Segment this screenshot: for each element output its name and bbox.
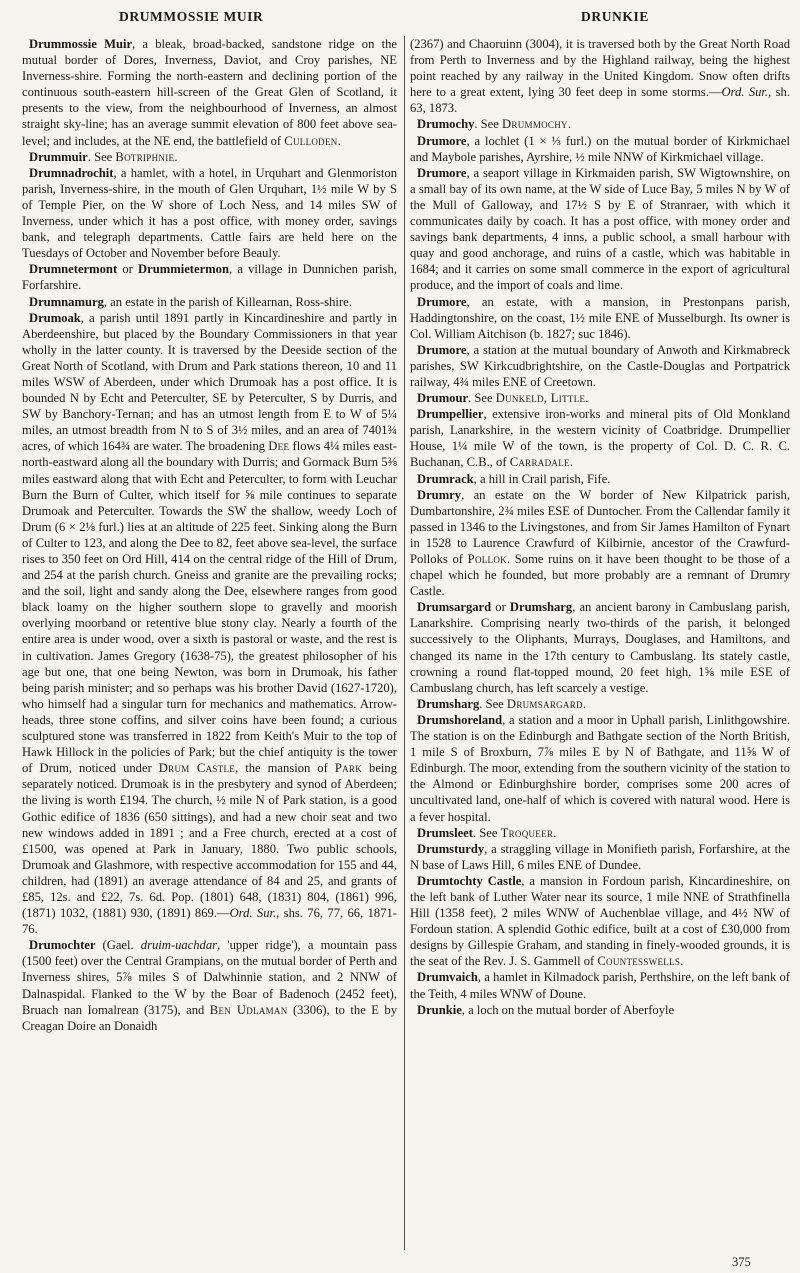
- gazetteer-entry: [410, 294, 790, 342]
- entry-text: .: [585, 391, 589, 406]
- gazetteer-entry: [410, 487, 790, 600]
- cross-reference: Botriphnie: [115, 149, 175, 164]
- entry-text: or: [491, 600, 510, 615]
- gazetteer-entry: [410, 696, 790, 712]
- gazetteer-entry: [410, 599, 790, 696]
- entry-headword-alt: Drummietermon: [138, 262, 229, 277]
- gazetteer-entry: [410, 1002, 790, 1018]
- entry-text: , a loch on the mutual border of Aberfoyle: [461, 1002, 675, 1017]
- gazetteer-entry: [410, 471, 790, 487]
- entry-text: being separately noticed. Drumoak is in the presbytery and synod of Aberdeen; the living is worth £194. The church, ½ mile N of Park station, is a good Gothic edifice of 1836 (650 sittings), and had a new choir seat and two new windows added in 1891 ; and a Free church, erected at a cost of £1500, was opened at Park in January, 1880. Two public schools, Drumoak and Glashmore, with respective accommodation for 155 and 44, children, had (1891) an average attendance of 84 and 25, and grants of £85, 12s. and £22, 7s. 6d. Pop. (1801) 648, (1831) 804, (1861) 996, (1871) 1032, (1881) 930, (1891) 869.—: [22, 761, 397, 921]
- gazetteer-entry: [410, 133, 790, 165]
- gazetteer-entry: [410, 873, 790, 970]
- gazetteer-entry: [22, 261, 397, 293]
- entry-text: , shs. 76, 77, 66, 1871-76.: [22, 906, 397, 937]
- entry-text: , a lochlet (1 × ⅓ furl.) on the mutual border of Kirkmichael and Maybole parishes, Ayrshire, ½ mile NNW of Kirkmichael village.: [410, 133, 790, 164]
- entry-text: . See: [472, 825, 501, 840]
- entry-text: .: [680, 954, 684, 969]
- running-header: [24, 9, 788, 31]
- entry-headword: Drummuir: [29, 149, 88, 164]
- entry-text: , a station at the mutual boundary of Anwoth and Kirkmabreck parishes, SW Kirkcudbrightshire, on the Castle-Douglas and Portpatrick railway, 4¾ miles ENE of Creetown.: [410, 342, 790, 389]
- entry-text: (Gael.: [95, 938, 141, 953]
- gazetteer-entry: [22, 36, 397, 149]
- gazetteer-entry: [22, 165, 397, 262]
- entry-text: .: [569, 455, 573, 470]
- entry-headword: Drumore: [417, 342, 467, 357]
- entry-text: , a bleak, broad-backed, sandstone ridge on the mutual border of Dores, Inverness, Daviot, and Croy parishes, NE Inverness-shire. Forming the north-eastern and declining portion of the continuous south-eastern hill-screen of the Great Glen of Scotland, it presents to the view, from the neighbourhood of Inverness, an almost straight sky-line; has an average summit elevation of 800 feet above sea-level; and includes, at the NE end, the battlefield of: [22, 37, 397, 148]
- gazetteer-entry: [22, 294, 397, 310]
- gazetteer-entry: [410, 712, 790, 825]
- entry-headword: Drumsargard: [417, 600, 492, 615]
- entry-text: , an estate, with a mansion, in Prestonpans parish, Haddingtonshire, on the coast, 1½ mile ENE of Musselburgh. Its owner is Col. William Aitchison (b. 1827; suc 1846).: [410, 294, 790, 341]
- cross-reference: Ben Udlaman: [209, 1002, 288, 1017]
- cross-reference: Carradale: [509, 455, 570, 470]
- entry-headword: Drumore: [417, 133, 467, 148]
- cross-reference: Drum Castle: [158, 761, 236, 776]
- entry-text: (3306), to the E by Creagan Doire an Donaidh: [22, 1002, 397, 1033]
- cross-reference: Pollok: [467, 552, 507, 566]
- entry-text: , extensive iron-works and mineral pits of Old Monkland parish, Lanarkshire, in the western vicinity of Coatbridge. Drumpellier House, 1¼ mile W of the town, is the property of Col. D. C. R. C. Buchanan, C.B., of: [410, 407, 790, 470]
- gazetteer-entry: [22, 310, 397, 938]
- entry-text: .: [174, 149, 178, 164]
- cross-reference: Countesswells: [597, 954, 681, 969]
- entry-headword: Drummossie Muir: [29, 37, 133, 51]
- cross-reference: Drummochy: [502, 117, 568, 132]
- entry-text: , a village in Dunnichen parish, Forfarshire.: [22, 262, 397, 293]
- entry-text: . See: [474, 117, 503, 132]
- entry-headword: Drumnamurg: [29, 294, 104, 309]
- entry-text: or: [117, 262, 139, 277]
- entry-headword: Drumore: [417, 165, 467, 180]
- entry-headword: Drumoak: [29, 310, 81, 325]
- entry-headword: Drumochy: [417, 117, 475, 132]
- cross-reference: Culloden: [284, 133, 338, 148]
- entry-headword-alt: Drumsharg: [509, 600, 573, 615]
- gazetteer-entry: [410, 841, 790, 873]
- gazetteer-entry: [410, 969, 790, 1001]
- header-right: DRUNKIE: [581, 9, 649, 24]
- italic-text: Ord. Sur.: [229, 906, 277, 921]
- cross-reference: Troqueer: [500, 825, 554, 840]
- entry-headword: Drumtochty Castle: [417, 873, 522, 888]
- entry-text: .: [567, 117, 571, 132]
- entry-text: , a hill in Crail parish, Fife.: [473, 471, 611, 486]
- entry-text: , a hamlet, with a hotel, in Urquhart and Glenmoriston parish, Inverness-shire, in the mouth of Glen Urquhart, 1½ mile W by S of Temple Pier, on the W shore of Loch Ness, and 14 miles SW of Inverness, under which it has a post office, with money order, savings bank, and telegraph departments. Cattle fairs are held here on the Tuesdays of October and November before Beauly.: [22, 165, 397, 261]
- entry-text: , a seaport village in Kirkmaiden parish, SW Wigtownshire, on a small bay of its own name, at the W side of Luce Bay, 5 miles N by W of the Mull of Galloway, and 17½ S by E of Stranraer, with which it communicates daily by coach. It has a post office, with money order and savings bank departments, 4 inns, a public school, a small harbour with quay and good anchorage, and ruins of a castle, which was habitable in 1684; and it carries on some small commerce in the export of agricultural produce, and the import of coals and lime.: [410, 165, 790, 293]
- entry-text: , a hamlet in Kilmadock parish, Perthshire, on the left bank of the Teith, 4 miles WNW of Doune.: [410, 970, 790, 1001]
- column-divider: [404, 36, 405, 1250]
- continued-text: (2367) and Chaoruinn (3004), it is traversed both by the Great North Road from Perth to Inverness and by the Highland railway, being the highest point reached by any railway in the United Kingdom. Snow often drifts here to a great extent, lying 30 feet deep in some storms.—: [410, 37, 790, 100]
- entry-text: flows 4¼ miles east-north-eastward along all the boundary with Durris; and Gormack Burn 5⅜ miles eastward along that with Echt and Peterculter, to form with Leuchar Burn the Burn of Culter, which itself for ⅝ mile continues to separate Drumoak and Peterculter. Towards the SW the shallow, weedy Loch of Drum (6 × 2⅛ furl.) lies at an altitude of 225 feet. Sinking along the Burn of Culter to 123, and along the Dee to 82, feet above sea-level, the surface rises to 350 feet on Ord Hill, 414 on the central ridge of the Hill of Drum, and 254 at the parish church. Gneiss and granite are the prevailing rocks; and the soil, light and sandy along the Dee, elsewhere ranges from good black loamy on the higher southern slope to gravelly and moorish overlying moorband or retentive blue stony clay. Nearly a fourth of the entire area is under wood, over a sixth is pastoral or waste, and the rest is in cultivation. James Gregory (1638-75), the greatest philosopher of his age but one, that one being Newton, was born in Drumoak, his father being parish minister; and so perhaps was his brother David (1627-1720), who himself had a singular turn for mechanics and mathematics. Arrow-heads, three stone coffins, and silver coins have been found; a curious sculptured stone was transferred in 1822 from Keith's Muir to the top of Hawk Hillock in the policies of Park; but the chief antiquity is the tower of Drum, noticed under: [22, 439, 397, 776]
- gazetteer-entry: [22, 937, 397, 1034]
- gazetteer-entry: [410, 390, 790, 406]
- gazetteer-entry: [410, 342, 790, 390]
- cross-reference: Park: [334, 761, 363, 776]
- cross-reference: Dunkeld, Little: [495, 391, 586, 406]
- right-column: [410, 36, 790, 1248]
- entry-headword: Drumvaich: [417, 970, 478, 985]
- entry-text: , a straggling village in Monifieth parish, Forfarshire, at the N base of Laws Hill, 6 miles ENE of Dundee.: [410, 841, 790, 872]
- entry-headword: Drumnadrochit: [29, 165, 114, 180]
- page-number: 375: [732, 1255, 751, 1269]
- entry-headword: Drumnetermont: [29, 262, 118, 277]
- gazetteer-entry: [410, 165, 790, 294]
- italic-text: druim-uachdar: [140, 938, 218, 953]
- entry-headword: Drunkie: [417, 1002, 462, 1017]
- gazetteer-entry: [410, 116, 790, 132]
- entry-text: . See: [468, 391, 496, 406]
- entry-text: .: [582, 696, 586, 711]
- entry-text: , a mansion in Fordoun parish, Kincardineshire, on the left bank of Luther Water near its source, 1 mile NNE of Strathfinella Hill (1358 feet), 2 miles WNW of Auchenblae village, and 4½ NW of Fordoun station. A splendid Gothic edifice, built at a cost of £30,000 from designs by Gillespie Graham, and standing in finely-wooded grounds, it is the seat of the Rev. J. S. Gammell of: [410, 873, 790, 969]
- entry-headword: Drumsturdy: [417, 841, 485, 856]
- entry-headword: Drumry: [417, 487, 462, 502]
- gazetteer-entry: [410, 825, 790, 841]
- entry-headword: Drumsleet: [417, 825, 473, 840]
- entry-headword: Drumochter: [29, 938, 96, 953]
- gazetteer-entry: [22, 149, 397, 165]
- entry-text: , sh. 63, 1873.: [410, 85, 790, 116]
- entry-text: , a parish until 1891 partly in Kincardineshire and partly in Aberdeenshire, but placed by the Boundary Commissioners in that year wholly in the latter county. It is traversed by the Deeside section of the Great North of Scotland, with Drum and Park stations thereon, 10 and 11 miles WSW of Aberdeen, under which Drumoak has a post office. It is bounded N by Echt and Peterculter, SE by Peterculter, S by Durris, and SW by Banchory-Ternan; and has an utmost length from E to W of 5¼ miles, an utmost breadth from N to S of 3½ miles, and an area of 7401¾ acres, of which 164¾ are water. The broadening: [22, 310, 397, 454]
- entry-text: , the mansion of: [235, 761, 335, 776]
- gazetteer-entry: [410, 406, 790, 470]
- entry-text: .: [553, 825, 557, 840]
- cross-reference: Dee: [268, 439, 290, 454]
- entry-text: , an estate in the parish of Killearnan, Ross-shire.: [103, 294, 352, 309]
- entry-headword: Drumore: [417, 294, 467, 309]
- entry-text: , a station and a moor in Uphall parish, Linlithgowshire. The station is on the Edinburgh and Bathgate section of the North British, 1 mile S of Broxburn, 7⅞ miles E by N of Bathgate, and 11⅝ W of Edinburgh. The moor, extending from the southern vicinity of the station to the Almond or Edinburghshire border, comprises some 200 acres of uncultivated land, one-half of which is covered with natural wood. Here is a fever hospital.: [410, 712, 790, 824]
- entry-text: , 'upper ridge'), a mountain pass (1500 feet) over the Central Grampians, on the mutual border of Perth and Inverness shires, 5⅞ miles S of Dalwhinnie station, and 2 NNW of Dalnaspidal. Flanked to the W by the Boar of Badenoch (2452 feet), Bruach nan Iomalrean (3175), and: [22, 938, 397, 1017]
- entry-text: . See: [479, 696, 507, 711]
- entry-headword: Drumshoreland: [417, 712, 503, 727]
- entry-text: . Some ruins on it have been thought to be those of a chapel which he founded, but more probably are a remnant of Drumry Castle.: [410, 552, 790, 599]
- entry-text: . See: [87, 149, 116, 164]
- italic-text: Ord. Sur.: [721, 85, 769, 100]
- entry-headword: Drumsharg: [417, 696, 480, 711]
- left-column: [22, 36, 397, 1248]
- entry-headword: Drumrack: [417, 471, 474, 486]
- header-left: DRUMMOSSIE MUIR: [119, 9, 264, 24]
- entry-text: , an estate on the W border of New Kilpatrick parish, Dumbartonshire, 2¾ miles ESE of Duntocher. From the Callendar family it passed in 1346 to the Livingstones, and from Sir James Hamilton of Fynart in 1528 to Laurence Crawfurd of Kilbirnie, ancestor of the Crawfurd-Polloks of: [410, 487, 790, 566]
- entry-headword: Drumour: [417, 391, 469, 406]
- entry-headword: Drumpellier: [417, 407, 484, 422]
- entry-text: , an ancient barony in Cambuslang parish, Lanarkshire. Comprising nearly two-thirds of the parish, it belonged successively to the Oliphants, Murrays, Douglases, and Hamiltons, and changed its name in the 17th century to Cambuslang. Its stately castle, crowning a round flat-topped mound, 20 feet high, 1⅝ mile ESE of Cambuslang church, has left scarcely a vestige.: [410, 600, 790, 695]
- entry-text: .: [337, 133, 341, 148]
- cross-reference: Drumsargard: [506, 696, 583, 711]
- gazetteer-entry: [410, 36, 790, 116]
